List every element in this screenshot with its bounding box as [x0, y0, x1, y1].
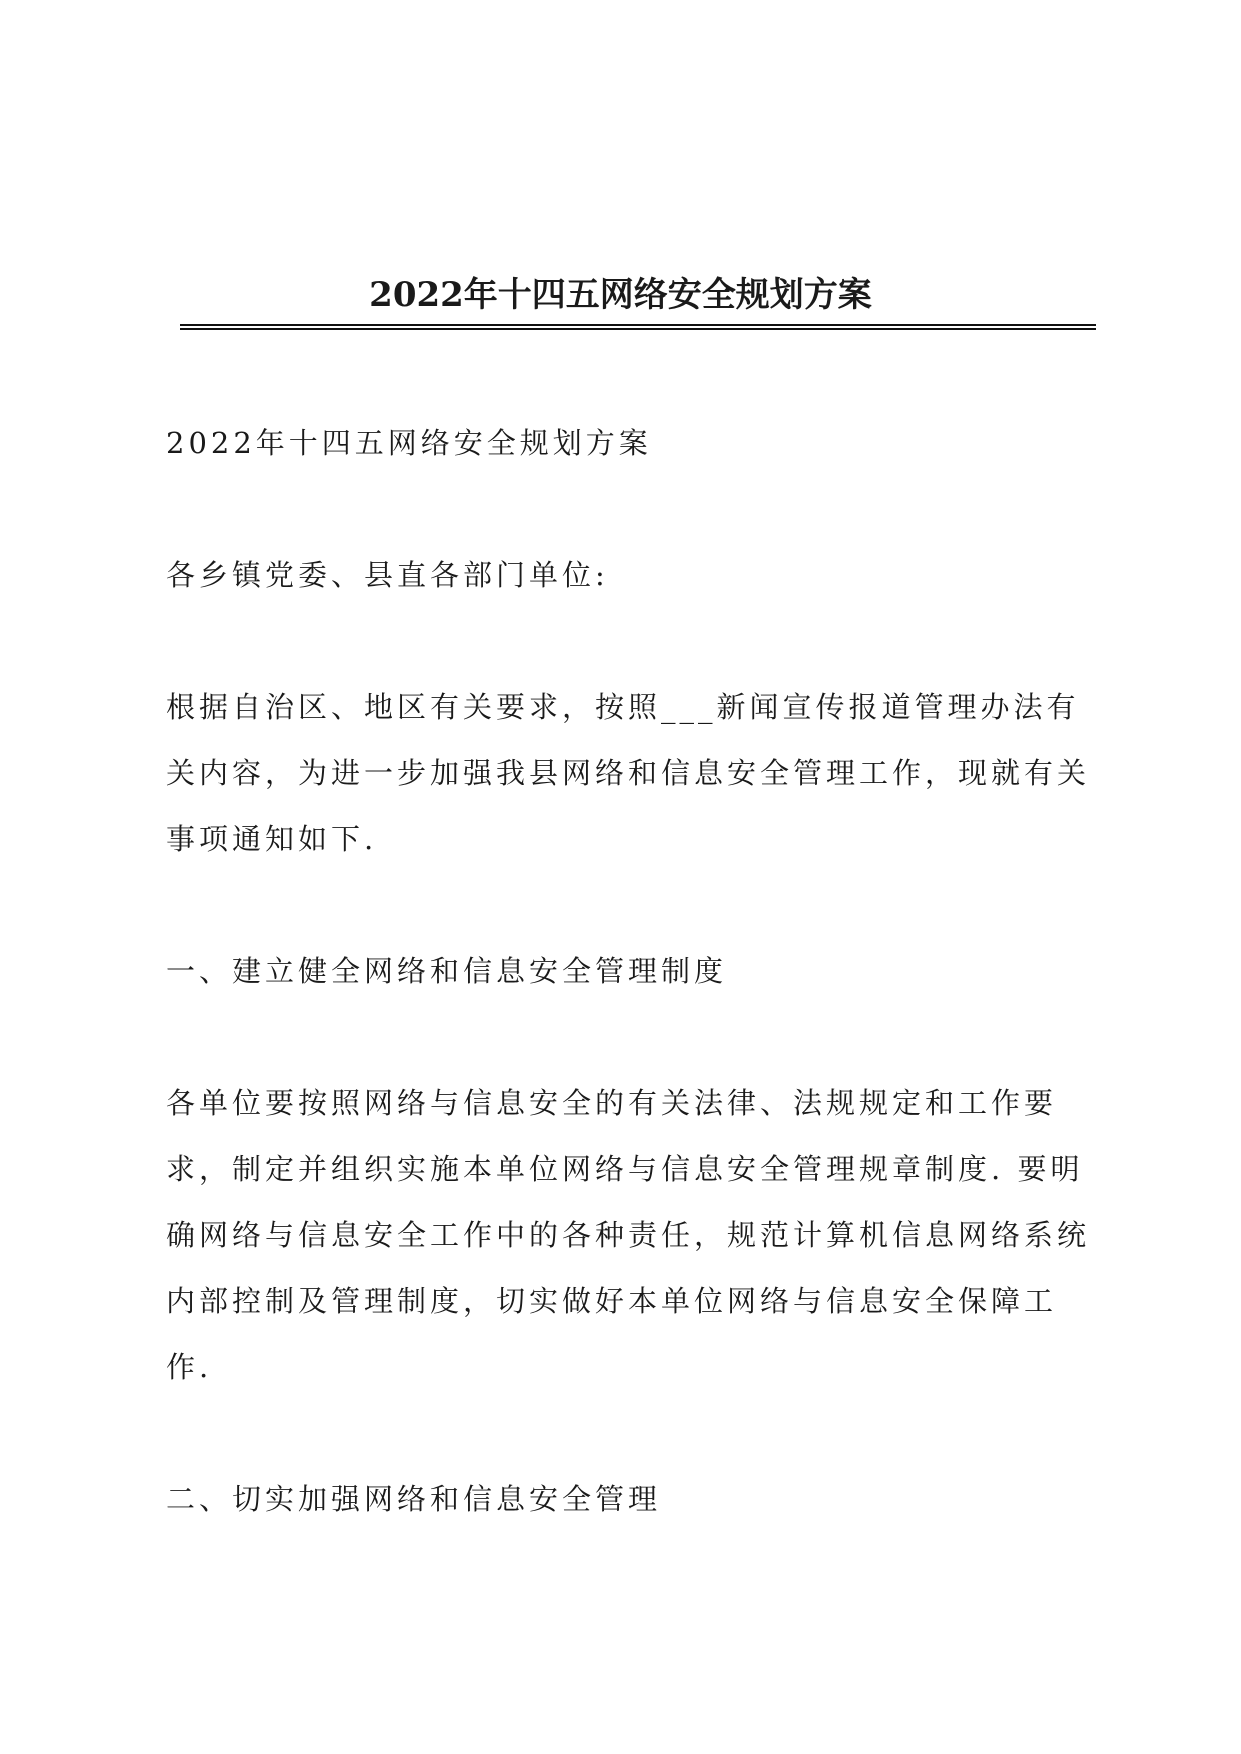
paragraph-section-1: 各单位要按照网络与信息安全的有关法律、法规规定和工作要求，制定并组织实施本单位网络与信息安全管理规章制度. 要明确网络与信息安全工作中的各种责任，规范计算机信息网络系统内部控制及管理制度，切实做好本单位网络与信息安全保障工作. [166, 1086, 1091, 1384]
paragraph-intro: 根据自治区、地区有关要求，按照___新闻宣传报道管理办法有关内容，为进一步加强我县网络和信息安全管理工作，现就有关事项通知如下. [166, 690, 1091, 856]
paragraph-subtitle: 2022年十四五网络安全规划方案 [166, 426, 652, 460]
section-heading-1: 一、建立健全网络和信息安全管理制度 [166, 954, 728, 988]
title-double-rule [180, 324, 1096, 330]
paragraph-salutation: 各乡镇党委、县直各部门单位: [166, 558, 609, 592]
page-title: 2022年十四五网络安全规划方案 [369, 274, 872, 315]
section-heading-2: 二、切实加强网络和信息安全管理 [166, 1482, 662, 1516]
